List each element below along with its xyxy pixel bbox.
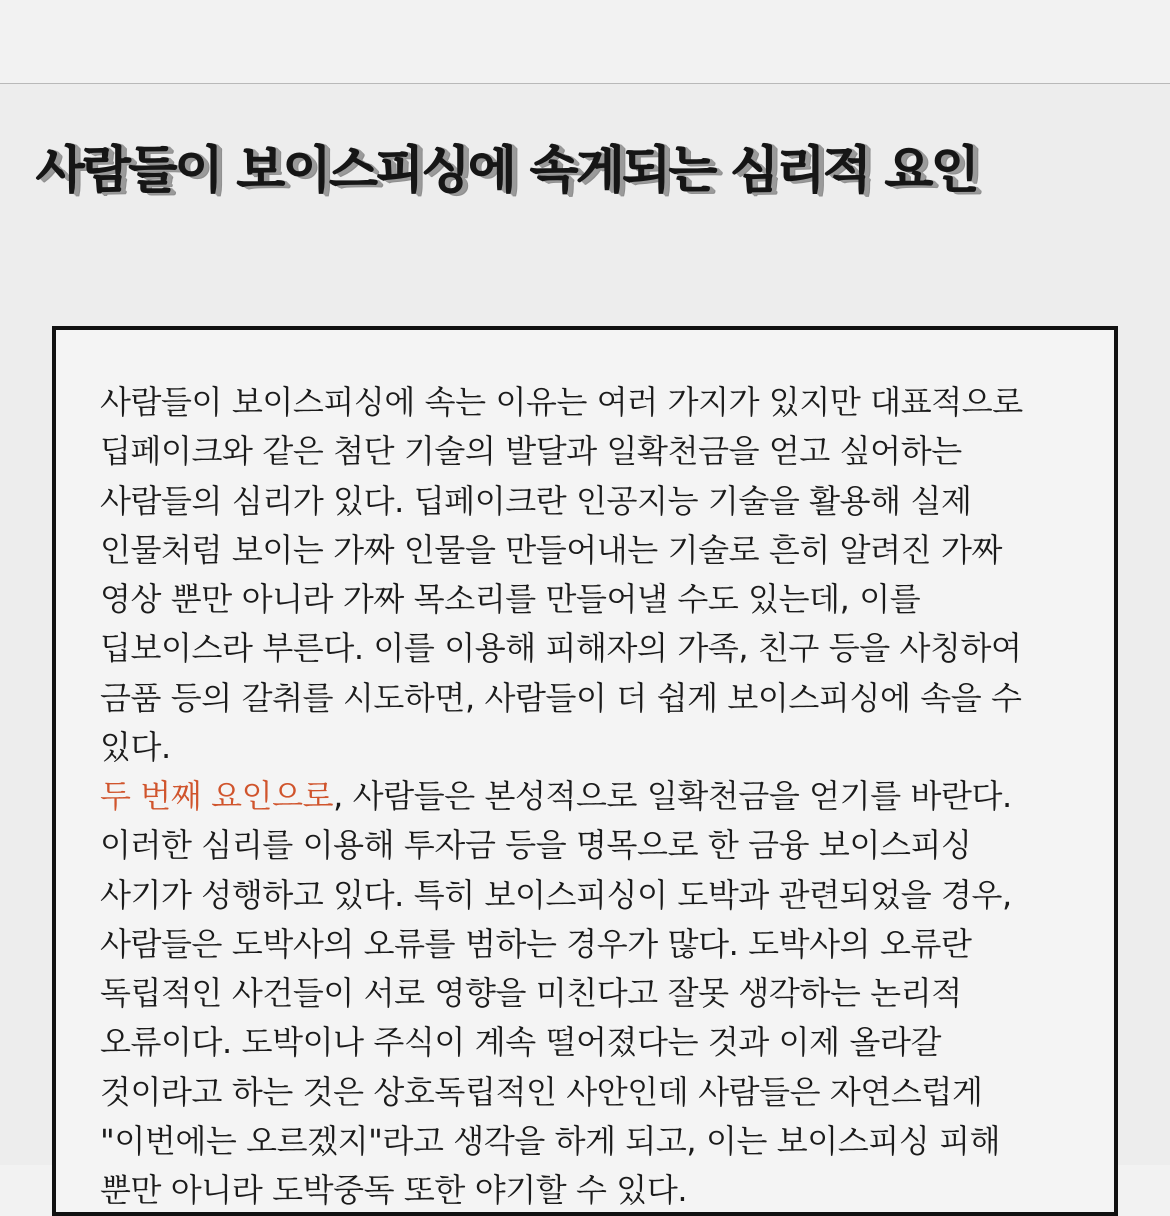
document-page xyxy=(0,84,1170,1210)
page-title: 사람들이 보이스피싱에 속게되는 심리적 요인 xyxy=(36,141,978,199)
body-text-block xyxy=(56,330,1114,1216)
top-bar xyxy=(0,0,1170,84)
paragraph-2-lead: 두 번째 요인으로 xyxy=(100,777,334,816)
paragraph-2: , 사람들은 본성적으로 일확천금을 얻기를 바란다. 이러한 심리를 이용해 투자금 등을 명목으로 한 금융 보이스피싱 사기가 성행하고 있다. 특히 보이스피싱이 도박과 관련되었을 경우, 사람들은 도박사의 오류를 범하는 경우가 많다. 도박사의 오류란 독립적인 사건들이 서로 영향을 미친다고 잘못 생각하는 논리적 오류이다. 도박이나 주식이 계속 떨어졌다는 것과 이제 올라갈 것이라고 하는 것은 상호독립적인 사안인데 사람들은 자연스럽게 "이번에는 오르겠지"라고 생각을 하게 되고, 이는 보이스피싱 피해 뿐만 아니라 도박중독 또한 야기할 수 있다. xyxy=(100,777,1012,1210)
content-card xyxy=(52,326,1118,1216)
paragraph-1: 사람들이 보이스피싱에 속는 이유는 여러 가지가 있지만 대표적으로 딥페이크와 같은 첨단 기술의 발달과 일확천금을 얻고 싶어하는 사람들의 심리가 있다. 딥페이크란 인공지능 기술을 활용해 실제 인물처럼 보이는 가짜 인물을 만들어내는 기술로 흔히 알려진 가짜 영상 뿐만 아니라 가짜 목소리를 만들어낼 수도 있는데, 이를 딥보이스라 부른다. 이를 이용해 피해자의 가족, 친구 등을 사칭하여 금품 등의 갈취를 시도하면, 사람들이 더 쉽게 보이스피싱에 속을 수 있다. xyxy=(100,383,1023,766)
